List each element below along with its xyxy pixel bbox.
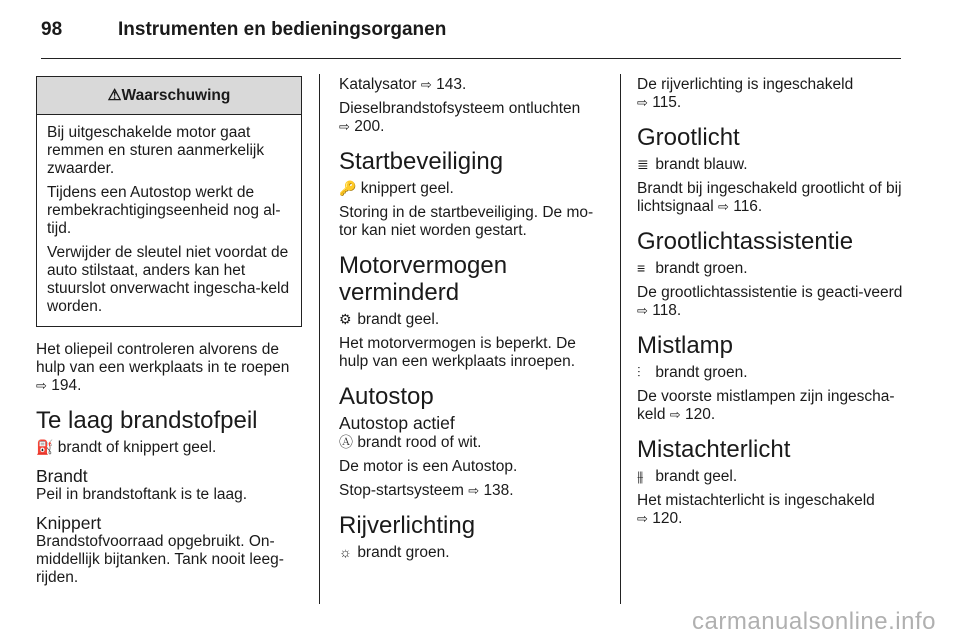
high-beam-assist-icon: ≡ bbox=[637, 260, 646, 276]
high-beam-assist-indicator-text: ≡ brandt groen. bbox=[637, 260, 748, 277]
page-number: 98 bbox=[41, 19, 63, 40]
front-fog-lamp-icon: ⫶ bbox=[637, 364, 641, 380]
daytime-running-light-icon: ☼ bbox=[339, 544, 352, 560]
high-beam-assist-desc: De grootlichtassistentie is geacti-veerd ⇨ 118. bbox=[637, 284, 903, 319]
column-divider-2 bbox=[620, 74, 621, 604]
knippert-heading: Knippert bbox=[36, 513, 102, 533]
catalyst-ref-text: Katalysator ⇨ 143. bbox=[339, 76, 467, 93]
drl-desc: De rijverlichting is ingeschakeld ⇨ 115. bbox=[637, 76, 854, 111]
rear-fog-lamp-icon: ⫵ bbox=[637, 468, 644, 484]
fuel-heading: Te laag brandstofpeil bbox=[36, 407, 258, 434]
autostop-subheading: Autostop actief bbox=[339, 413, 455, 433]
high-beam-desc: Brandt bij ingeschakeld grootlicht of bij lichtsignaal ⇨ 116. bbox=[637, 180, 902, 215]
rear-fog-heading: Mistachterlicht bbox=[637, 436, 791, 463]
reference-arrow-icon: ⇨ bbox=[637, 95, 648, 110]
warning-text-3: Verwijder de sleutel niet voordat de auto stilstaat, anders kan het stuurslot onverwacht ingescha-keld worden. bbox=[47, 244, 290, 315]
stop-start-ref-text: Stop-startsysteem ⇨ 138. bbox=[339, 482, 514, 499]
page-title: Instrumenten en bedieningsorganen bbox=[118, 19, 447, 40]
brandt-text: Peil in brandstoftank is te laag. bbox=[36, 486, 248, 503]
page-header bbox=[41, 19, 446, 41]
high-beam-icon: ≣ bbox=[637, 156, 649, 172]
drl-heading: Rijverlichting bbox=[339, 512, 476, 539]
engine-power-desc: Het motorvermogen is beperkt. De hulp van een werkplaats inroepen. bbox=[339, 335, 576, 370]
drl-indicator-text: ☼ brandt groen. bbox=[339, 544, 450, 561]
knippert-text: Brandstofvoorraad opgebruikt. On-middellijk bijtanken. Tank nooit leeg-rijden. bbox=[36, 533, 284, 586]
high-beam-assist-heading: Grootlichtassistentie bbox=[637, 228, 854, 255]
warning-text-1: Bij uitgeschakelde motor gaat remmen en sturen aanmerkelijk zwaarder. bbox=[47, 124, 265, 177]
warning-body bbox=[37, 115, 301, 326]
diesel-ref-text: Dieselbrandstofsysteem ontluchten ⇨ 200. bbox=[339, 100, 581, 135]
immobilizer-desc: Storing in de startbeveiliging. De mo-tor kan niet worden gestart. bbox=[339, 204, 594, 239]
front-fog-desc: De voorste mistlampen zijn ingescha-keld ⇨ 120. bbox=[637, 388, 895, 423]
warning-title: Waarschuwing bbox=[121, 87, 231, 104]
rear-fog-indicator-text: ⫵ brandt geel. bbox=[637, 468, 738, 485]
reference-arrow-icon: ⇨ bbox=[468, 483, 480, 498]
front-fog-indicator-text: ⫶ brandt groen. bbox=[637, 364, 748, 381]
reference-arrow-icon: ⇨ bbox=[420, 77, 432, 92]
high-beam-indicator-text: ≣ brandt blauw. bbox=[637, 156, 748, 173]
front-fog-heading: Mistlamp bbox=[637, 332, 734, 359]
immobilizer-heading: Startbeveiliging bbox=[339, 148, 504, 175]
column-2 bbox=[339, 76, 605, 568]
oil-level-text: Het oliepeil controleren alvorens de hulp van een werkplaats in te roepen ⇨ 194. bbox=[36, 341, 290, 394]
autostop-heading: Autostop bbox=[339, 383, 434, 410]
autostop-desc: De motor is een Autostop. bbox=[339, 458, 518, 475]
warning-text-2: Tijdens een Autostop werkt de rembekrachtigingseenheid nog al-tijd. bbox=[47, 184, 281, 237]
header-rule bbox=[41, 58, 901, 59]
watermark: carmanualsonline.info bbox=[692, 608, 936, 635]
brandt-heading: Brandt bbox=[36, 466, 88, 486]
reference-arrow-icon: ⇨ bbox=[718, 199, 729, 214]
warning-box bbox=[36, 76, 302, 327]
fuel-indicator-text: ⛽ brandt of knippert geel. bbox=[36, 439, 217, 456]
reference-arrow-icon: ⇨ bbox=[36, 378, 47, 393]
reference-arrow-icon: ⇨ bbox=[637, 303, 648, 318]
autostop-indicator-text: Ⓐ brandt rood of wit. bbox=[339, 434, 482, 451]
engine-power-indicator-text: ⚙ brandt geel. bbox=[339, 311, 440, 328]
rear-fog-desc: Het mistachterlicht is ingeschakeld ⇨ 120. bbox=[637, 492, 875, 527]
column-1 bbox=[36, 76, 302, 593]
autostop-a-icon: Ⓐ bbox=[339, 434, 353, 450]
immobilizer-indicator-text: 🔑 knippert geel. bbox=[339, 180, 454, 197]
warning-triangle-icon: ⚠ bbox=[107, 87, 122, 104]
engine-power-heading: Motorvermogen verminderd bbox=[339, 252, 508, 306]
column-divider-1 bbox=[319, 74, 320, 604]
warning-header bbox=[37, 77, 301, 115]
immobilizer-car-icon: 🔑 bbox=[339, 180, 357, 196]
reference-arrow-icon: ⇨ bbox=[669, 407, 681, 422]
reference-arrow-icon: ⇨ bbox=[339, 119, 350, 134]
reference-arrow-icon: ⇨ bbox=[637, 511, 648, 526]
engine-power-icon: ⚙ bbox=[339, 311, 352, 327]
column-3 bbox=[637, 76, 907, 534]
high-beam-heading: Grootlicht bbox=[637, 124, 740, 151]
fuel-pump-icon: ⛽ bbox=[36, 439, 54, 455]
